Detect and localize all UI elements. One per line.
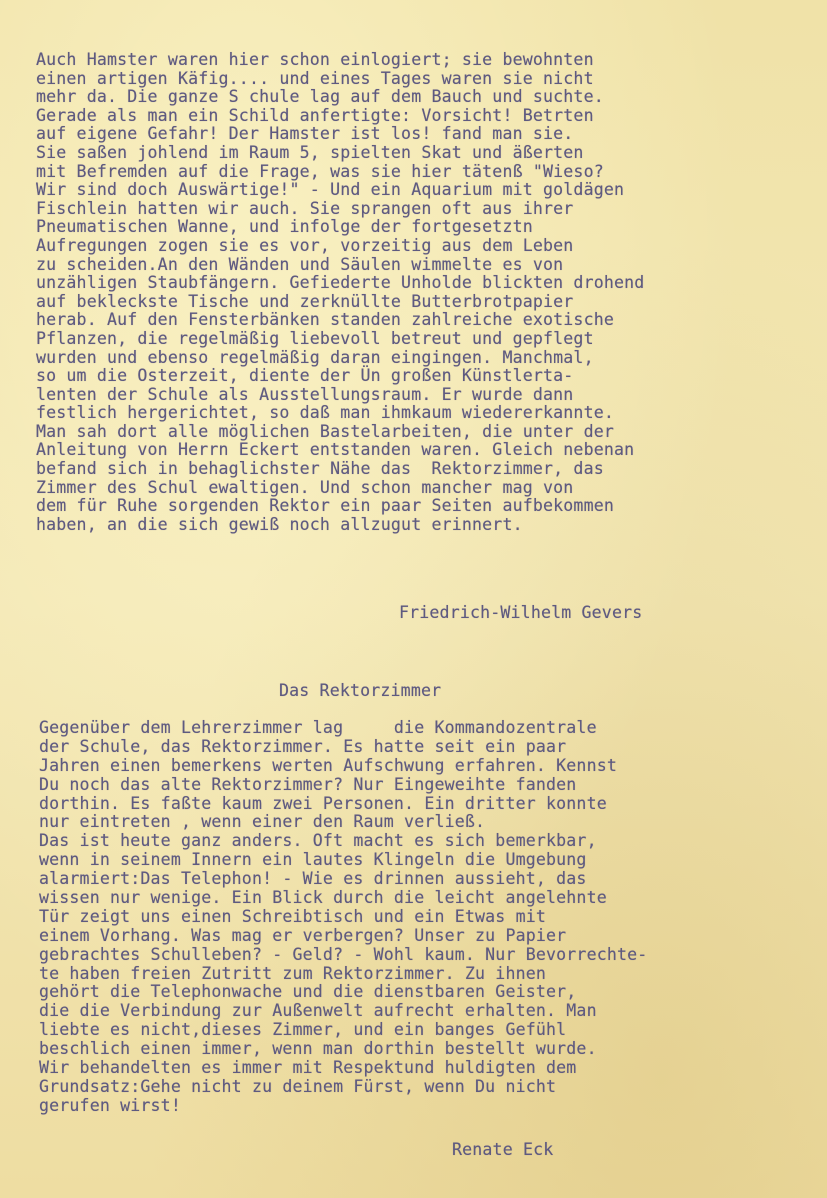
text-line: Jahren einen bemerkens werten Aufschwung erfahren. Kennst	[39, 755, 617, 775]
text-line: herab. Auf den Fensterbänken standen zahlreiche exotische	[36, 310, 614, 330]
text-line: unzähligen Staubfängern. Gefiederte Unholde blickten drohend	[36, 273, 645, 293]
text-line: beschlich einen immer, wenn man dorthin bestellt wurde.	[39, 1039, 597, 1059]
text-line: Grundsatz:Gehe nicht zu deinem Fürst, wenn Du nicht	[39, 1076, 557, 1096]
text-line: Anleitung von Herrn Eckert entstanden waren. Gleich nebenan	[36, 440, 635, 460]
text-line: festlich hergerichtet, so daß man ihmkaum wiedererkannte.	[36, 403, 614, 423]
text-line: Sie saßen johlend im Raum 5, spielten Skat und äßerten	[36, 142, 584, 162]
text-line: Tür zeigt uns einen Schreibtisch und ein Etwas mit	[39, 906, 547, 926]
text-line: alarmiert:Das Telephon! - Wie es drinnen aussieht, das	[39, 869, 587, 889]
text-line: die die Verbindung zur Außenwelt aufrecht erhalten. Man	[39, 1001, 597, 1021]
text-line: dorthin. Es faßte kaum zwei Personen. Ein dritter konnte	[39, 793, 607, 813]
text-line: einem Vorhang. Was mag er verbergen? Unser zu Papier	[39, 925, 567, 945]
text-line: Aufregungen zogen sie es vor, vorzeitig aus dem Leben	[36, 235, 574, 255]
text-line: befand sich in behaglichster Nähe das Rektorzimmer, das	[36, 459, 604, 479]
text-line: Gerade als man ein Schild anfertigte: Vorsicht! Betrten	[36, 105, 594, 125]
text-line: dem für Ruhe sorgenden Rektor ein paar Seiten aufbekommen	[36, 496, 614, 516]
text-line: gerufen wirst!	[39, 1095, 181, 1115]
text-line: Pflanzen, die regelmäßig liebevoll betreut und gepflegt	[36, 328, 594, 348]
text-line: Du noch das alte Rektorzimmer? Nur Eingeweihte fanden	[39, 774, 577, 794]
text-line: wenn in seinem Innern ein lautes Klingeln die Umgebung	[39, 850, 587, 870]
text-line: so um die Osterzeit, diente der Ün großen Künstlerta-	[36, 366, 574, 386]
text-line: wissen nur wenige. Ein Blick durch die leicht angelehnte	[39, 888, 607, 908]
text-line: zu scheiden.An den Wänden und Säulen wimmelte es von	[36, 254, 564, 274]
text-line: wurden und ebenso regelmäßig daran eingingen. Manchmal,	[36, 347, 594, 367]
text-line: mehr da. Die ganze S chule lag auf dem Bauch und suchte.	[36, 87, 604, 107]
text-line: Zimmer des Schul ewaltigen. Und schon mancher mag von	[36, 477, 574, 497]
text-line: gebrachtes Schulleben? - Geld? - Wohl kaum. Nur Bevorrechte-	[39, 944, 648, 964]
article-rektorzimmer	[39, 719, 647, 1116]
text-line: der Schule, das Rektorzimmer. Es hatte seit ein paar	[39, 736, 567, 756]
text-line: auf bekleckste Tische und zerknüllte Butterbrotpapier	[36, 291, 574, 311]
text-line: Auch Hamster waren hier schon einlogiert; sie bewohnten	[36, 50, 594, 69]
text-line: einen artigen Käfig.... und eines Tages waren sie nicht	[36, 68, 594, 88]
text-line: mit Befremden auf die Frage, was sie hier tätenß "Wieso?	[36, 161, 604, 181]
author-signature: Friedrich-Wilhelm Gevers	[399, 603, 643, 622]
text-line: Man sah dort alle möglichen Bastelarbeiten, die unter der	[36, 421, 614, 441]
text-line: Fischlein hatten wir auch. Sie sprangen oft aus ihrer	[36, 198, 574, 218]
text-line: Wir sind doch Auswärtige!" - Und ein Aquarium mit goldägen	[36, 180, 625, 200]
text-line: nur eintreten , wenn einer den Raum verließ.	[39, 812, 486, 832]
text-line: haben, an die sich gewiß noch allzugut erinnert.	[36, 514, 523, 534]
text-line: Gegenüber dem Lehrerzimmer lag die Kommandozentrale	[39, 718, 597, 737]
article-title: Das Rektorzimmer	[279, 681, 442, 700]
article-hamster-aquarium	[36, 51, 644, 534]
text-line: auf eigene Gefahr! Der Hamster ist los! fand man sie.	[36, 124, 574, 144]
text-line: Pneumatischen Wanne, und infolge der fortgesetztn	[36, 217, 533, 237]
text-line: Wir behandelten es immer mit Respektund huldigten dem	[39, 1058, 577, 1078]
text-line: lenten der Schule als Ausstellungsraum. Er wurde dann	[36, 384, 574, 404]
author-signature: Renate Eck	[452, 1140, 554, 1159]
text-line: gehört die Telephonwache und die dienstbaren Geister,	[39, 982, 577, 1002]
text-line: te haben freien Zutritt zum Rektorzimmer. Zu ihnen	[39, 963, 547, 983]
text-line: Das ist heute ganz anders. Oft macht es sich bemerkbar,	[39, 831, 597, 851]
text-line: liebte es nicht,dieses Zimmer, und ein banges Gefühl	[39, 1020, 567, 1040]
